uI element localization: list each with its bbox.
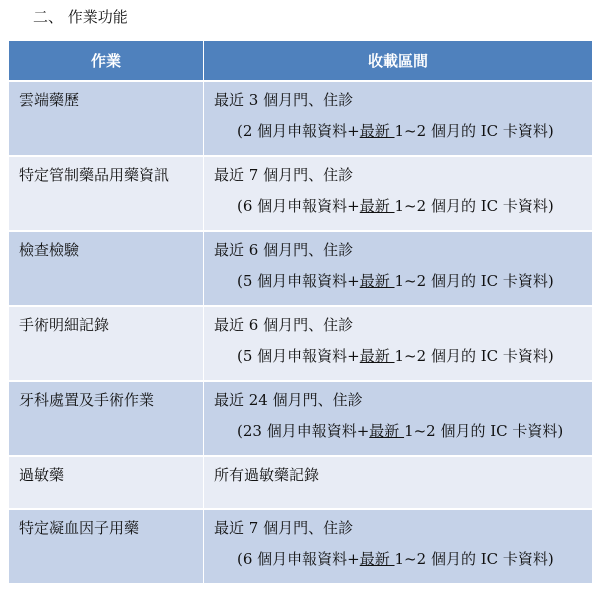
operation-name: 過敏藥 bbox=[19, 466, 65, 484]
table-body bbox=[9, 81, 593, 584]
range-cell bbox=[204, 509, 593, 584]
underlined-text: 最新 bbox=[359, 122, 395, 140]
operation-cell bbox=[9, 231, 204, 306]
operation-name: 雲端藥歷 bbox=[19, 91, 80, 109]
table-row bbox=[9, 381, 593, 456]
range-cell bbox=[204, 231, 593, 306]
detail-text: 1~2 個月的 IC 卡資料) bbox=[394, 122, 554, 140]
detail-text: 1~2 個月的 IC 卡資料) bbox=[394, 550, 554, 568]
section-heading: 二、 作業功能 bbox=[33, 8, 128, 26]
range-detail bbox=[204, 539, 592, 570]
range-cell bbox=[204, 456, 593, 509]
operation-cell bbox=[9, 509, 204, 584]
range-detail bbox=[204, 411, 592, 442]
range-detail bbox=[204, 261, 592, 292]
operation-cell bbox=[9, 81, 204, 156]
range-cell bbox=[204, 306, 593, 381]
table-row bbox=[9, 231, 593, 306]
range-summary: 最近 7 個月門、住診 bbox=[214, 166, 354, 184]
range-detail bbox=[204, 111, 592, 142]
table-row bbox=[9, 81, 593, 156]
detail-text: 1~2 個月的 IC 卡資料) bbox=[394, 272, 554, 290]
range-summary: 最近 3 個月門、住診 bbox=[214, 91, 354, 109]
table-header-row bbox=[9, 41, 593, 82]
underlined-text: 最新 bbox=[359, 197, 395, 215]
underlined-text: 最新 bbox=[359, 550, 395, 568]
operation-name: 檢查檢驗 bbox=[19, 241, 80, 259]
operation-name: 特定凝血因子用藥 bbox=[19, 519, 140, 537]
operation-cell bbox=[9, 381, 204, 456]
detail-text: (5 個月申報資料+ bbox=[237, 347, 360, 365]
range-summary: 最近 6 個月門、住診 bbox=[214, 316, 354, 334]
underlined-text: 最新 bbox=[369, 422, 405, 440]
operation-cell bbox=[9, 306, 204, 381]
table-row bbox=[9, 456, 593, 509]
underlined-text: 最新 bbox=[359, 347, 395, 365]
operation-name: 特定管制藥品用藥資訊 bbox=[19, 166, 170, 184]
table-row bbox=[9, 306, 593, 381]
table-row bbox=[9, 509, 593, 584]
function-table bbox=[8, 40, 593, 585]
detail-text: (2 個月申報資料+ bbox=[237, 122, 360, 140]
detail-text: 1~2 個月的 IC 卡資料) bbox=[404, 422, 564, 440]
range-detail bbox=[204, 336, 592, 367]
detail-text: (23 個月申報資料+ bbox=[237, 422, 370, 440]
operation-cell bbox=[9, 156, 204, 231]
range-summary: 所有過敏藥記錄 bbox=[214, 466, 320, 484]
detail-text: (6 個月申報資料+ bbox=[237, 550, 360, 568]
table-row bbox=[9, 156, 593, 231]
range-detail bbox=[204, 186, 592, 217]
operation-name: 手術明細記錄 bbox=[19, 316, 110, 334]
range-cell bbox=[204, 381, 593, 456]
operation-cell bbox=[9, 456, 204, 509]
range-cell bbox=[204, 81, 593, 156]
range-cell bbox=[204, 156, 593, 231]
detail-text: 1~2 個月的 IC 卡資料) bbox=[394, 197, 554, 215]
header-operation: 作業 bbox=[9, 41, 204, 82]
detail-text: (6 個月申報資料+ bbox=[237, 197, 360, 215]
operation-name: 牙科處置及手術作業 bbox=[19, 391, 155, 409]
header-range: 收載區間 bbox=[204, 41, 593, 82]
underlined-text: 最新 bbox=[359, 272, 395, 290]
range-summary: 最近 7 個月門、住診 bbox=[214, 519, 354, 537]
detail-text: (5 個月申報資料+ bbox=[237, 272, 360, 290]
range-summary: 最近 6 個月門、住診 bbox=[214, 241, 354, 259]
range-summary: 最近 24 個月門、住診 bbox=[214, 391, 363, 409]
detail-text: 1~2 個月的 IC 卡資料) bbox=[394, 347, 554, 365]
